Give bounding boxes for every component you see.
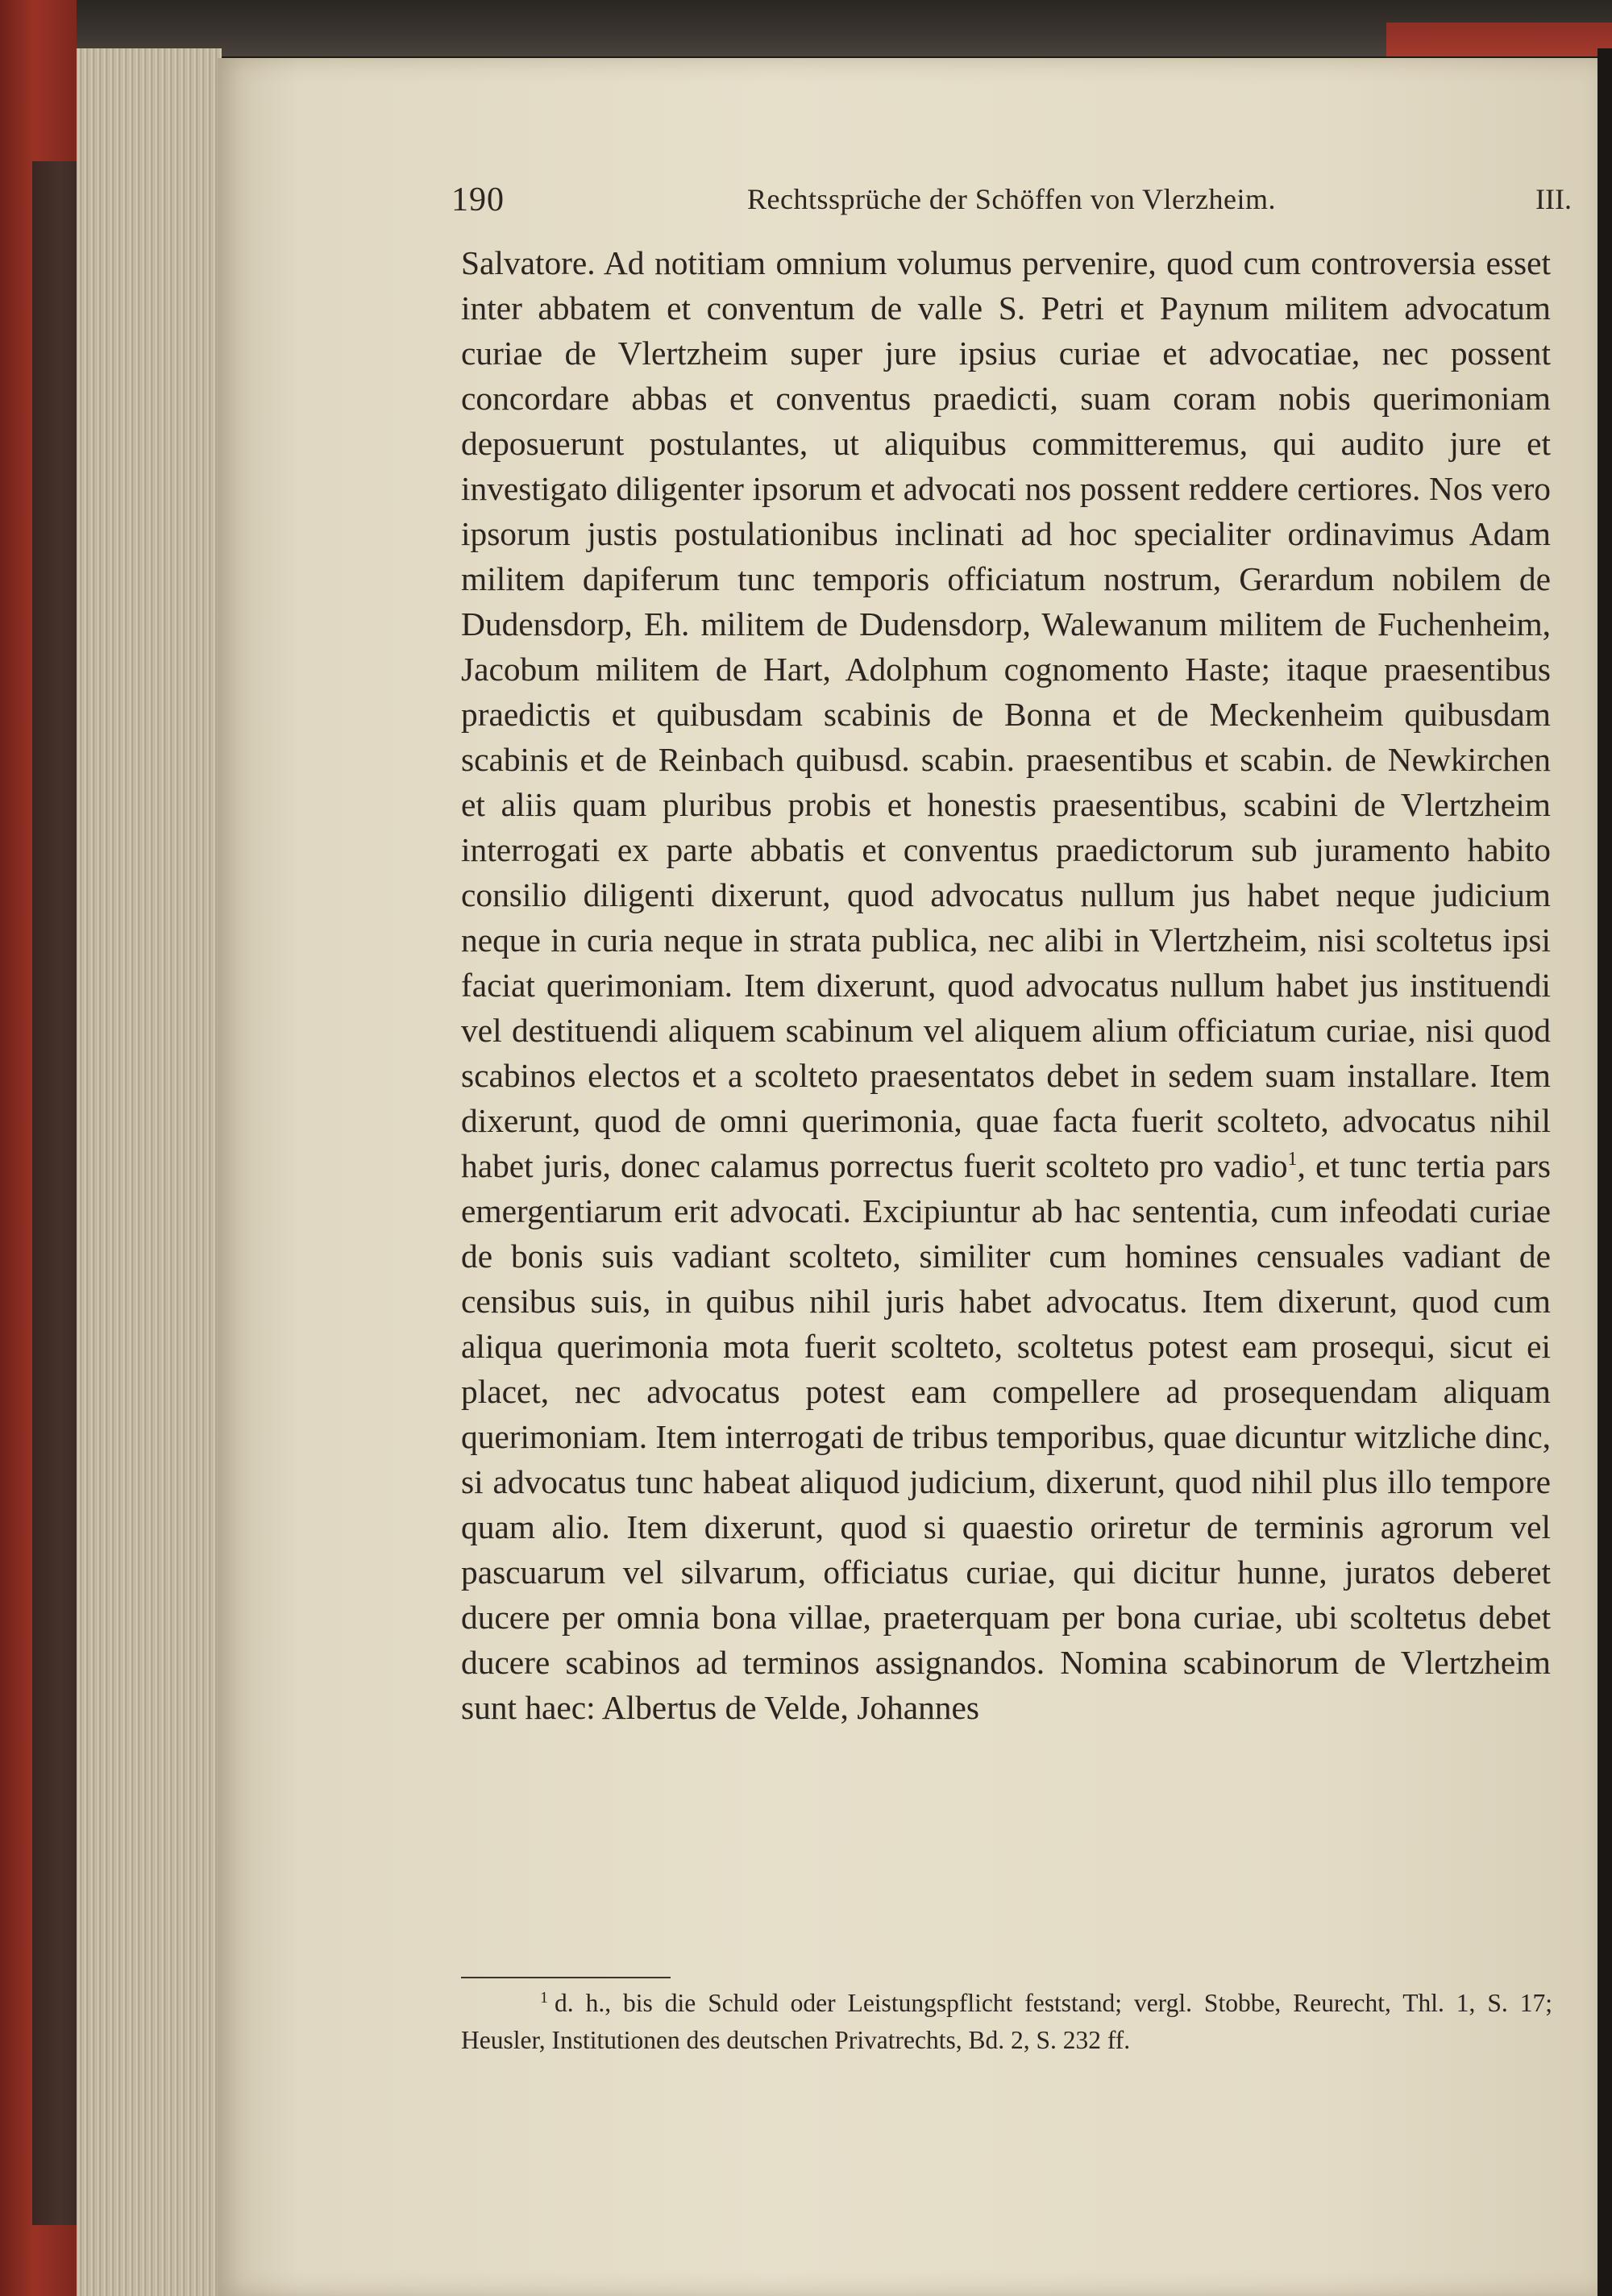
footnote-text: d. h., bis die Schuld oder Leistungspflicht feststand; vergl. Stobbe, Reurecht, Thl. 1, S. 17; Heusler, Institutionen des deutschen Privatrechts, Bd. 2, S. 232 ff. [461,1989,1552,2054]
body-text [461,240,1551,1957]
page-edges [77,48,222,2296]
scan-edge [1597,48,1612,2296]
footnote-rule [461,1977,671,1978]
section-number: III. [1535,183,1572,215]
body-paragraph: Salvatore. Ad notitiam omnium volumus pervenire, quod cum controversia esset inter abbatem et conventum de valle S. Petri et Paynum militem advocatum curiae de Vlertzheim super jure ipsius curiae et advocatiae, nec possent concordare abbas et conventus praedicti, suam coram nobis querimoniam deposuerunt postulantes, ut aliquibus committeremus, qui audito jure et investigato diligenter ipsorum et advocati nos possent reddere certiores. Nos vero ipsorum justis postulationibus inclinati ad hoc specialiter ordinavimus Adam militem dapiferum tunc temporis officiatum nostrum, Gerardum nobilem de Dudensdorp, Eh. militem de Dudensdorp, Walewanum militem de Fuchenheim, Jacobum militem de Hart, Adolphum cognomento Haste; itaque praesentibus praedictis et quibusdam scabinis de Bonna et de Meckenheim quibusdam scabinis et de Reinbach quibusd. scabin. praesentibus et scabin. de Newkirchen et aliis quam pluribus probis et honestis praesentibus, scabini de Vlertzheim interrogati ex parte abbatis et conventus praedictorum sub juramento habito consilio diligenti dixerunt, quod advocatus nullum jus habet neque judicium neque in curia neque in strata publica, nec alibi in Vlertzheim, nisi scoltetus ipsi faciat querimoniam. Item dixerunt, quod advocatus nullum habet jus instituendi vel destituendi aliquem scabinum vel aliquem alium officiatum curiae, nisi quod scabinos electos et a scolteto praesentatos debet in sedem suam installare. Item dixerunt, quod de omni querimonia, quae facta fuerit scolteto, advocatus nihil habet juris, donec calamus porrectus fuerit scolteto pro vadio [461,244,1551,1184]
running-header [451,181,1572,223]
footnote-marker: 1 [540,1988,548,2007]
book-cover-top [0,0,1612,56]
body-paragraph-continued: , et tunc tertia pars emergentiarum erit advocati. Excipiuntur ab hac sententia, cum infeodati curiae de bonis suis vadiant scolteto, similiter cum homines censuales vadiant de censibus suis, in quibus nihil juris habet advocatus. Item dixerunt, quod cum aliqua querimonia mota fuerit scolteto, scoltetus potest eam prosequi, sicut ei placet, nec advocatus potest eam compellere ad prosequendam aliquam querimoniam. Item interrogati de tribus temporibus, quae dicuntur witzliche dinc, si advocatus tunc habeat aliquod judicium, dixerunt, quod nihil plus illo tempore quam alio. Item dixerunt, quod si quaestio oriretur de terminis agrorum vel pascuarum vel silvarum, officiatus curiae, qui dicitur hunne, juratos deberet ducere per omnia bona villae, praeterquam per bona curiae, ubi scoltetus debet ducere scabinos ad terminos assignandos. Nomina scabinorum de Vlertzheim sunt haec: Albertus de Velde, Johannes [461,1147,1551,1726]
footnote-reference: 1 [1287,1149,1298,1171]
footnote [461,1985,1552,2106]
running-title: Rechtssprüche der Schöffen von Vlerzheim. [747,183,1276,215]
page-number: 190 [451,181,505,218]
cover-red-binding [1386,23,1612,56]
